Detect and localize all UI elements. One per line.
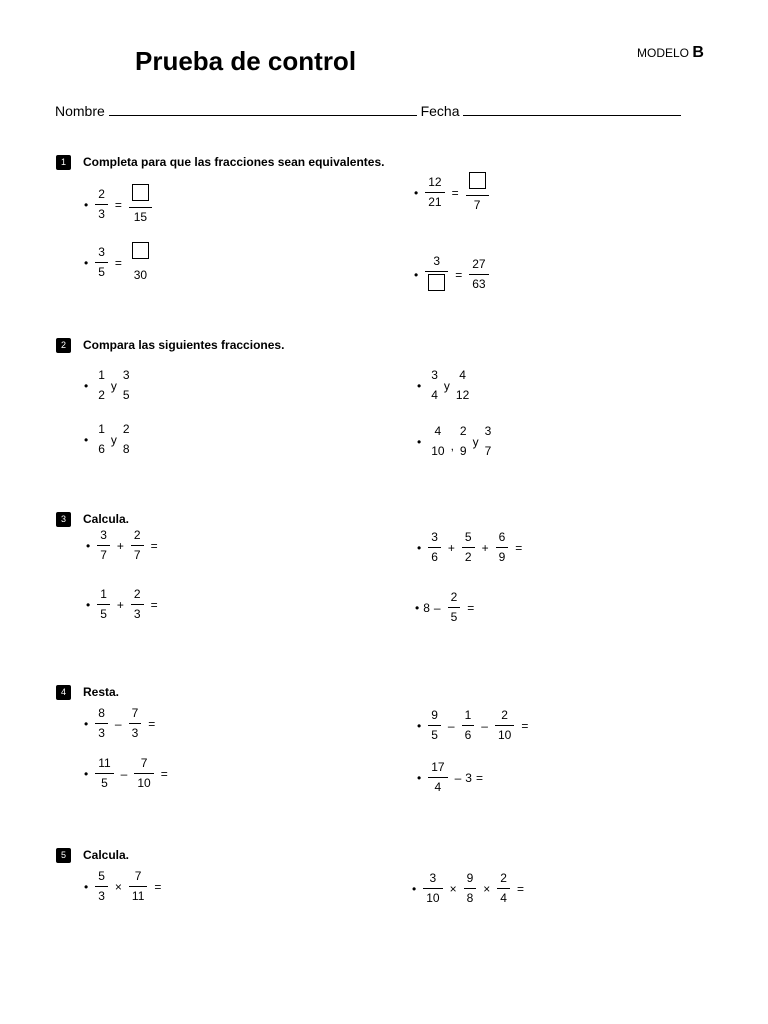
denominator: 15 — [133, 210, 148, 224]
denominator: 5 — [122, 388, 130, 402]
denominator: 4 — [434, 780, 442, 794]
denominator: 3 — [98, 726, 105, 740]
section-number: 2 — [56, 338, 71, 353]
exercise-4d — [417, 760, 487, 795]
fraction — [453, 368, 472, 403]
exercise-2b — [417, 368, 475, 403]
denominator: 21 — [428, 195, 442, 209]
equals-sign: = — [516, 881, 524, 896]
fraction — [469, 257, 488, 292]
denominator: 5 — [101, 776, 108, 790]
numerator: 2 — [133, 587, 141, 601]
exercise-4b — [417, 708, 532, 743]
section-1-header — [56, 155, 384, 170]
numerator: 5 — [464, 530, 472, 544]
denominator: 6 — [431, 550, 438, 564]
whole-number: 3 — [465, 770, 472, 785]
equals-sign: = — [455, 267, 463, 282]
numerator: 8 — [98, 706, 105, 720]
exercise-1a — [84, 184, 155, 225]
denominator: 7 — [473, 198, 481, 212]
exercise-1d — [414, 254, 492, 295]
section-instruction: Calcula. — [83, 512, 130, 526]
numerator: 3 — [122, 368, 130, 382]
exercise-3c — [86, 587, 162, 622]
numerator: 9 — [466, 871, 474, 885]
fraction — [482, 424, 495, 459]
numerator: 3 — [433, 254, 441, 268]
numerator: 1 — [464, 708, 472, 722]
answer-box[interactable] — [428, 274, 445, 291]
exercise-3a — [86, 528, 162, 563]
denominator: 5 — [431, 728, 438, 742]
numerator: 7 — [134, 869, 142, 883]
denominator: 3 — [98, 207, 105, 221]
numerator: 5 — [98, 869, 105, 883]
numerator: 11 — [98, 756, 111, 770]
date-label: Fecha — [420, 103, 460, 119]
numerator: 2 — [450, 590, 458, 604]
fraction — [464, 871, 477, 906]
numerator: 1 — [98, 368, 105, 382]
bullet: • — [414, 185, 419, 200]
denominator: 6 — [464, 728, 472, 742]
fraction — [95, 422, 108, 457]
fraction — [129, 242, 152, 283]
numerator: 7 — [140, 756, 148, 770]
whole-number: 8 — [423, 600, 430, 615]
numerator: 17 — [431, 760, 445, 774]
y-connector: y — [110, 378, 117, 393]
answer-box[interactable] — [132, 242, 149, 259]
denominator: 8 — [122, 442, 130, 456]
name-label: Nombre — [55, 103, 105, 119]
section-number: 1 — [56, 155, 71, 170]
plus-sign: + — [116, 597, 124, 612]
fraction — [428, 760, 447, 795]
denominator: 10 — [426, 891, 440, 905]
denominator: 3 — [131, 726, 139, 740]
exercise-4c — [84, 756, 172, 791]
bullet: • — [86, 538, 91, 553]
bullet: • — [84, 879, 89, 894]
fraction — [425, 254, 448, 295]
numerator: 2 — [501, 708, 508, 722]
fraction — [448, 590, 461, 625]
denominator: 11 — [131, 889, 145, 903]
bullet: • — [84, 716, 89, 731]
fraction — [97, 587, 110, 622]
numerator: 4 — [459, 368, 466, 382]
equals-sign: = — [160, 766, 168, 781]
denominator: 3 — [133, 607, 141, 621]
minus-sign: – — [433, 600, 441, 615]
numerator: 9 — [431, 708, 438, 722]
denominator: 7 — [484, 444, 492, 458]
bullet: • — [84, 255, 89, 270]
plus-sign: + — [116, 538, 124, 553]
fraction — [95, 245, 108, 280]
numerator: 2 — [459, 424, 467, 438]
denominator: 9 — [459, 444, 467, 458]
fraction — [462, 708, 475, 743]
denominator: 4 — [431, 388, 438, 402]
fraction — [428, 530, 441, 565]
section-instruction: Calcula. — [83, 848, 130, 862]
bullet: • — [412, 881, 417, 896]
times-sign: × — [483, 881, 491, 896]
fraction — [428, 424, 447, 459]
denominator: 10 — [431, 444, 445, 458]
minus-sign: – — [114, 716, 122, 731]
bullet: • — [417, 378, 422, 393]
section-2-header — [56, 338, 284, 353]
denominator: 63 — [472, 277, 486, 291]
exercise-2a — [84, 368, 136, 403]
section-5-header — [56, 848, 129, 863]
fraction — [466, 172, 489, 213]
numerator: 1 — [98, 422, 105, 436]
bullet: • — [86, 597, 91, 612]
fraction — [97, 528, 110, 563]
bullet: • — [84, 378, 89, 393]
fraction — [428, 368, 441, 403]
equals-sign: = — [150, 538, 158, 553]
numerator: 2 — [500, 871, 507, 885]
fraction — [120, 422, 133, 457]
equals-sign: = — [148, 716, 156, 731]
fraction — [95, 187, 108, 222]
equals-sign: = — [114, 197, 122, 212]
bullet: • — [84, 766, 89, 781]
fraction — [120, 368, 133, 403]
equals-sign: = — [467, 600, 475, 615]
minus-sign: – — [481, 718, 488, 733]
section-number: 3 — [56, 512, 71, 527]
denominator: 7 — [133, 548, 141, 562]
denominator: 8 — [466, 891, 474, 905]
denominator: 6 — [98, 442, 105, 456]
fraction — [497, 871, 510, 906]
date-field[interactable] — [463, 103, 681, 116]
denominator: 9 — [498, 550, 506, 564]
section-3-header — [56, 512, 129, 527]
page-title: Prueba de control — [135, 46, 357, 76]
denominator: 5 — [100, 607, 107, 621]
fraction — [495, 708, 514, 743]
bullet: • — [84, 432, 89, 447]
numerator: 12 — [428, 175, 442, 189]
denominator: 2 — [98, 388, 105, 402]
name-date-row — [55, 103, 681, 119]
fraction — [428, 708, 441, 743]
bullet: • — [84, 197, 89, 212]
numerator: 27 — [472, 257, 486, 271]
name-field[interactable] — [109, 103, 417, 116]
equals-sign: = — [114, 255, 122, 270]
numerator: 3 — [429, 871, 437, 885]
fraction — [131, 587, 144, 622]
denominator: 5 — [450, 610, 458, 624]
exercise-5a — [84, 869, 165, 904]
fraction — [425, 175, 444, 210]
minus-sign: – — [120, 766, 128, 781]
fraction — [134, 756, 153, 791]
fraction — [496, 530, 509, 565]
fraction — [129, 706, 142, 741]
numerator: 3 — [431, 368, 438, 382]
minus-sign: – — [454, 770, 462, 785]
numerator: 2 — [98, 187, 105, 201]
denominator: 3 — [98, 889, 105, 903]
denominator: 12 — [455, 388, 470, 402]
bullet: • — [417, 540, 422, 555]
section-instruction: Resta. — [83, 685, 120, 699]
exercise-1c — [84, 242, 155, 283]
numerator: 4 — [434, 424, 442, 438]
denominator: 4 — [500, 891, 507, 905]
equals-sign: = — [154, 879, 162, 894]
answer-box[interactable] — [132, 184, 149, 201]
exercise-4a — [84, 706, 159, 741]
fraction — [129, 869, 147, 904]
equals-sign: = — [521, 718, 529, 733]
minus-sign: – — [447, 718, 455, 733]
exercise-1b — [414, 172, 492, 213]
exercise-5b — [412, 871, 528, 906]
equals-sign: = — [150, 597, 158, 612]
equals-sign: = — [451, 185, 459, 200]
numerator: 3 — [98, 245, 105, 259]
fraction — [462, 530, 475, 565]
times-sign: × — [114, 879, 122, 894]
exercise-2d — [417, 424, 497, 459]
bullet: • — [417, 434, 422, 449]
numerator: 1 — [100, 587, 107, 601]
comma: , — [450, 438, 454, 453]
equals-sign: = — [515, 540, 523, 555]
exercise-3b — [417, 530, 526, 565]
answer-box[interactable] — [469, 172, 486, 189]
section-number: 4 — [56, 685, 71, 700]
plus-sign: + — [481, 540, 489, 555]
denominator: 10 — [497, 728, 512, 742]
fraction — [95, 706, 108, 741]
numerator: 3 — [484, 424, 492, 438]
denominator: 2 — [464, 550, 472, 564]
model-letter: B — [692, 44, 704, 61]
denominator: 7 — [100, 548, 107, 562]
fraction — [423, 871, 442, 906]
fraction — [457, 424, 470, 459]
fraction — [95, 756, 113, 791]
y-connector: y — [110, 432, 117, 447]
denominator: 5 — [98, 265, 105, 279]
numerator: 2 — [133, 528, 141, 542]
bullet: • — [417, 770, 422, 785]
section-4-header — [56, 685, 119, 700]
model-label — [637, 44, 704, 62]
section-number: 5 — [56, 848, 71, 863]
bullet: • — [414, 267, 419, 282]
fraction — [95, 368, 108, 403]
fraction — [95, 869, 108, 904]
exercise-2c — [84, 422, 136, 457]
numerator: 3 — [100, 528, 107, 542]
fraction — [131, 528, 144, 563]
denominator: 10 — [137, 776, 151, 790]
y-connector: y — [443, 378, 450, 393]
numerator: 2 — [122, 422, 130, 436]
section-instruction: Completa para que las fracciones sean equivalentes. — [83, 155, 385, 169]
section-instruction: Compara las siguientes fracciones. — [83, 338, 285, 352]
numerator: 6 — [498, 530, 506, 544]
numerator: 3 — [431, 530, 438, 544]
bullet: • — [417, 718, 422, 733]
exercise-3d — [415, 590, 478, 625]
times-sign: × — [449, 881, 457, 896]
model-text: MODELO — [637, 46, 690, 60]
equals-sign: = — [475, 770, 483, 785]
numerator: 7 — [131, 706, 139, 720]
bullet: • — [415, 600, 420, 615]
y-connector: y — [472, 434, 479, 449]
plus-sign: + — [447, 540, 455, 555]
fraction — [129, 184, 152, 225]
denominator: 30 — [133, 268, 148, 282]
